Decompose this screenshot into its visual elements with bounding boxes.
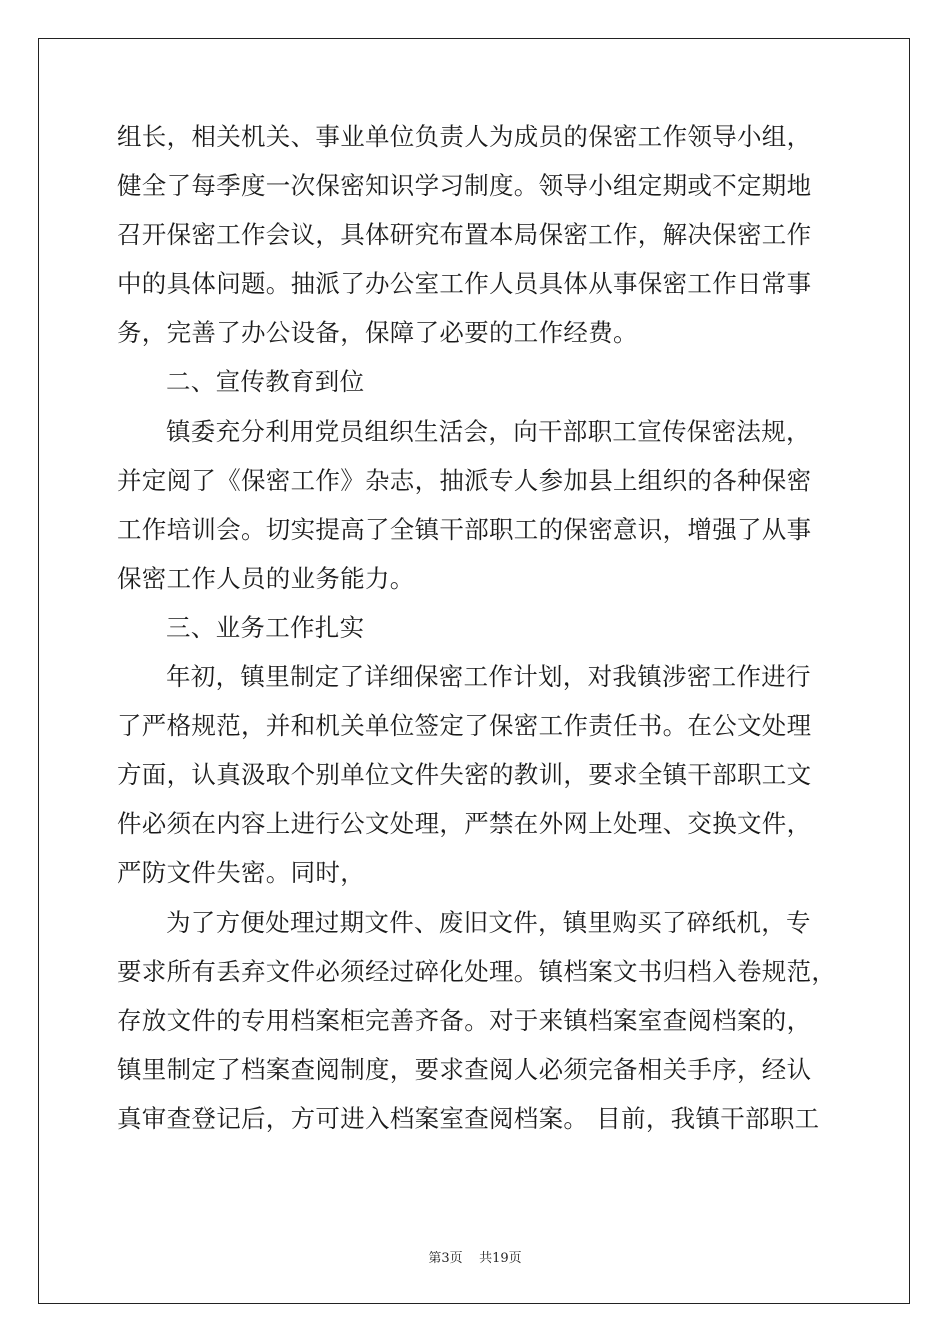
text-line: 镇里制定了档案查阅制度，要求查阅人必须完备相关手序，经认 xyxy=(117,1054,812,1084)
text-line: 健全了每季度一次保密知识学习制度。领导小组定期或不定期地 xyxy=(117,171,812,201)
text-line: 方面，认真汲取个别单位文件失密的教训，要求全镇干部职工文 xyxy=(117,760,812,790)
text-line: 了严格规范，并和机关单位签定了保密工作责任书。在公文处理 xyxy=(117,711,812,741)
section-heading: 三、业务工作扎实 xyxy=(166,612,365,642)
text-line: 召开保密工作会议，具体研究布置本局保密工作，解决保密工作 xyxy=(117,220,812,250)
text-line: 严防文件失密。同时， xyxy=(117,858,365,888)
text-line: 并定阅了《保密工作》杂志，抽派专人参加县上组织的各种保密 xyxy=(117,465,812,495)
text-line: 存放文件的专用档案柜完善齐备。对于来镇档案室查阅档案的， xyxy=(117,1005,812,1035)
text-line: 真审查登记后，方可进入档案室查阅档案。 目前，我镇干部职工 xyxy=(117,1103,820,1133)
text-line: 件必须在内容上进行公文处理，严禁在外网上处理、交换文件， xyxy=(117,809,812,839)
paragraph-start: 年初，镇里制定了详细保密工作计划，对我镇涉密工作进行 xyxy=(166,662,811,692)
text-line: 工作培训会。切实提高了全镇干部职工的保密意识，增强了从事 xyxy=(117,514,812,544)
text-line: 要求所有丢弃文件必须经过碎化处理。镇档案文书归档入卷规范， xyxy=(117,956,837,986)
document-body xyxy=(117,112,835,1143)
section-heading: 二、宣传教育到位 xyxy=(166,367,365,397)
text-line: 保密工作人员的业务能力。 xyxy=(117,563,415,593)
page-number: 第3页 共19页 xyxy=(428,1251,522,1266)
text-line: 组长，相关机关、事业单位负责人为成员的保密工作领导小组， xyxy=(117,122,812,151)
paragraph-start: 为了方便处理过期文件、废旧文件，镇里购买了碎纸机，专 xyxy=(166,907,811,937)
paragraph-start: 镇委充分利用党员组织生活会，向干部职工宣传保密法规， xyxy=(166,416,811,446)
text-line: 务，完善了办公设备，保障了必要的工作经费。 xyxy=(117,318,638,348)
text-line: 中的具体问题。抽派了办公室工作人员具体从事保密工作日常事 xyxy=(117,269,812,299)
